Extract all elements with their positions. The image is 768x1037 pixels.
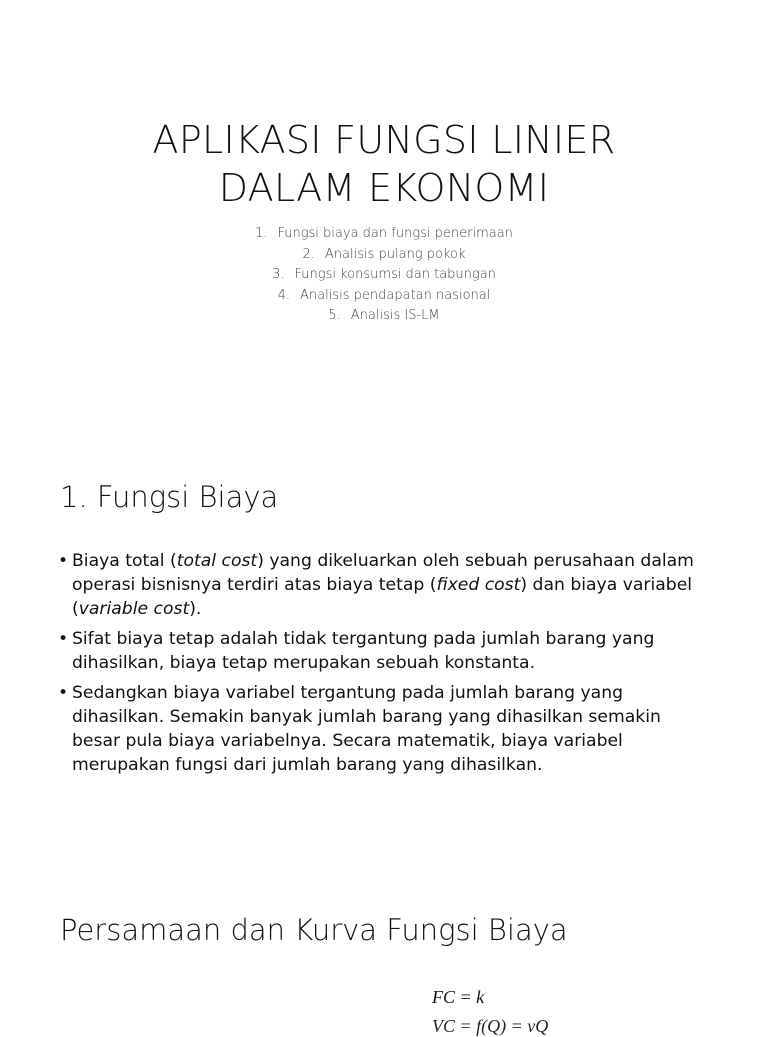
title-line-2: DALAM EKONOMI <box>218 166 550 210</box>
bullet-text: ). <box>189 599 202 619</box>
formula-fixed-cost: FC = k <box>432 987 485 1007</box>
title-line-1: APLIKASI FUNGSI LINIER <box>152 118 616 162</box>
persamaan-slide <box>0 872 768 1036</box>
toc-text: Analisis pulang pokok <box>324 246 466 262</box>
bullet-text: Sifat biaya tetap adalah tidak tergantung pada jumlah barang yang dihasilkan, biaya tetap merupakan sebuah konstanta. <box>72 629 655 673</box>
toc-item <box>0 286 768 307</box>
formula-variable-cost: VC = f(Q) = vQ <box>432 1016 549 1036</box>
fungsi-biaya-slide <box>0 432 768 862</box>
toc-number: 3. <box>272 267 285 282</box>
toc-item <box>0 306 768 327</box>
bullet-text: ) yang dikeluarkan oleh sebuah perusahaan dalam operasi bisnisnya terdiri atas biaya tetap ( <box>72 551 694 595</box>
toc-number: 5. <box>328 308 341 323</box>
table-of-contents <box>0 224 768 327</box>
toc-number: 4. <box>277 287 291 303</box>
toc-text: Analisis IS-LM <box>350 308 440 323</box>
slide-title <box>0 116 768 212</box>
toc-number: 1. <box>255 226 268 241</box>
toc-item <box>0 265 768 286</box>
toc-number: 2. <box>302 246 315 262</box>
toc-item <box>0 245 768 266</box>
bullet-emphasis: fixed cost <box>436 575 521 595</box>
bullet-text: ) dan biaya variabel ( <box>72 575 693 619</box>
bullet-emphasis: total cost <box>176 551 258 571</box>
bullet-icon: • <box>58 551 69 571</box>
bullet-list <box>58 549 708 783</box>
toc-text: Fungsi biaya dan fungsi penerimaan <box>277 226 513 241</box>
bullet-icon: • <box>58 629 69 649</box>
toc-item <box>0 224 768 245</box>
bullet-icon: • <box>58 683 69 703</box>
toc-text: Analisis pendapatan nasional <box>300 287 491 303</box>
slide-heading: 1. Fungsi Biaya <box>60 480 279 514</box>
slide-heading: Persamaan dan Kurva Fungsi Biaya <box>60 913 568 947</box>
bullet-item <box>58 549 708 621</box>
bullet-item <box>58 681 708 777</box>
title-slide <box>0 0 768 420</box>
bullet-item <box>58 627 708 675</box>
bullet-text: Biaya total ( <box>72 551 177 571</box>
toc-text: Fungsi konsumsi dan tabungan <box>294 267 496 282</box>
bullet-emphasis: variable cost <box>78 599 190 619</box>
bullet-text: Sedangkan biaya variabel tergantung pada jumlah barang yang dihasilkan. Semakin banyak jumlah barang yang dihasilkan semakin besar pula biaya variabelnya. Secara matematik, biaya variabel merupakan fungsi dari jumlah barang yang dihasilkan. <box>72 683 661 775</box>
